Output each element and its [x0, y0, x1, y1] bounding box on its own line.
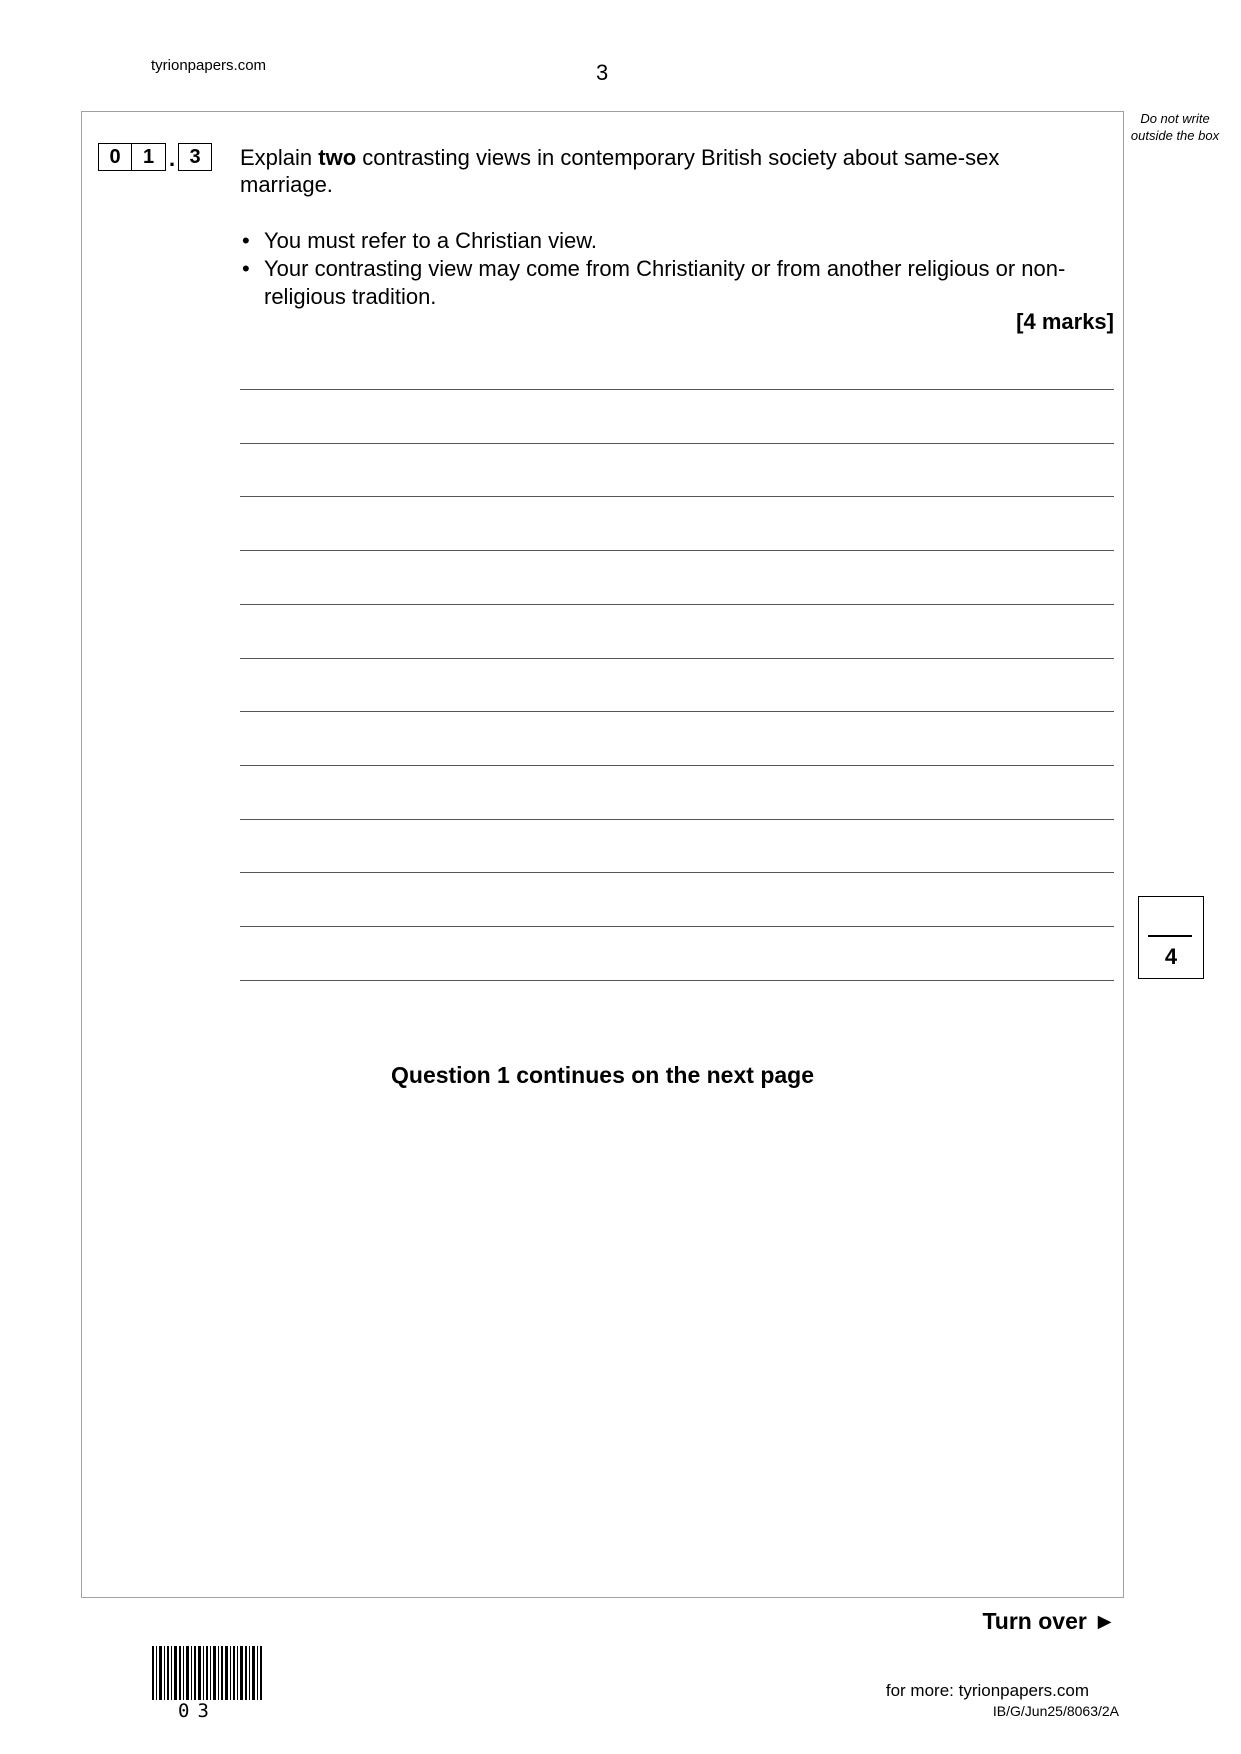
stem-prefix: Explain — [240, 145, 319, 170]
bullet-item: • You must refer to a Christian view. — [240, 227, 1080, 255]
header-site: tyrionpapers.com — [151, 57, 267, 74]
question-digit: 1 — [132, 143, 166, 171]
answer-line[interactable] — [240, 872, 1114, 873]
answer-line[interactable] — [240, 926, 1114, 927]
answer-line[interactable] — [240, 765, 1114, 766]
question-bullets — [240, 227, 1080, 311]
answer-line[interactable] — [240, 604, 1114, 605]
marks-label: [4 marks] — [1016, 309, 1114, 334]
answer-line[interactable] — [240, 389, 1114, 390]
question-digit: 3 — [178, 143, 212, 171]
answer-line[interactable] — [240, 819, 1114, 820]
answer-line[interactable] — [240, 496, 1114, 497]
answer-line[interactable] — [240, 550, 1114, 551]
stem-suffix: contrasting views in contemporary British society about same-sex marriage. — [240, 145, 1000, 197]
footer-reference: IB/G/Jun25/8063/2A — [992, 1703, 1119, 1719]
question-separator: . — [168, 146, 176, 171]
footer-site: for more: tyrionpapers.com — [885, 1681, 1089, 1700]
answer-line[interactable] — [240, 443, 1114, 444]
question-stem — [240, 144, 1090, 198]
barcode — [152, 1646, 264, 1700]
page-number: 3 — [596, 60, 609, 85]
barcode-number: 03 — [178, 1700, 217, 1722]
question-number — [98, 142, 212, 172]
answer-frame — [81, 111, 1124, 1598]
score-rule — [1148, 935, 1192, 937]
answer-line[interactable] — [240, 658, 1114, 659]
bullet-item: • Your contrasting view may come from Christianity or from another religious or non-religious tradition. — [240, 255, 1080, 311]
stem-bold: two — [318, 145, 357, 170]
margin-note: Do not write outside the box — [1130, 111, 1220, 143]
question-digit: 0 — [98, 143, 132, 171]
score-max: 4 — [1164, 944, 1178, 969]
answer-line[interactable] — [240, 980, 1114, 981]
continues-note: Question 1 continues on the next page — [391, 1062, 814, 1088]
answer-line[interactable] — [240, 711, 1114, 712]
turn-over: Turn over ► — [982, 1608, 1116, 1634]
